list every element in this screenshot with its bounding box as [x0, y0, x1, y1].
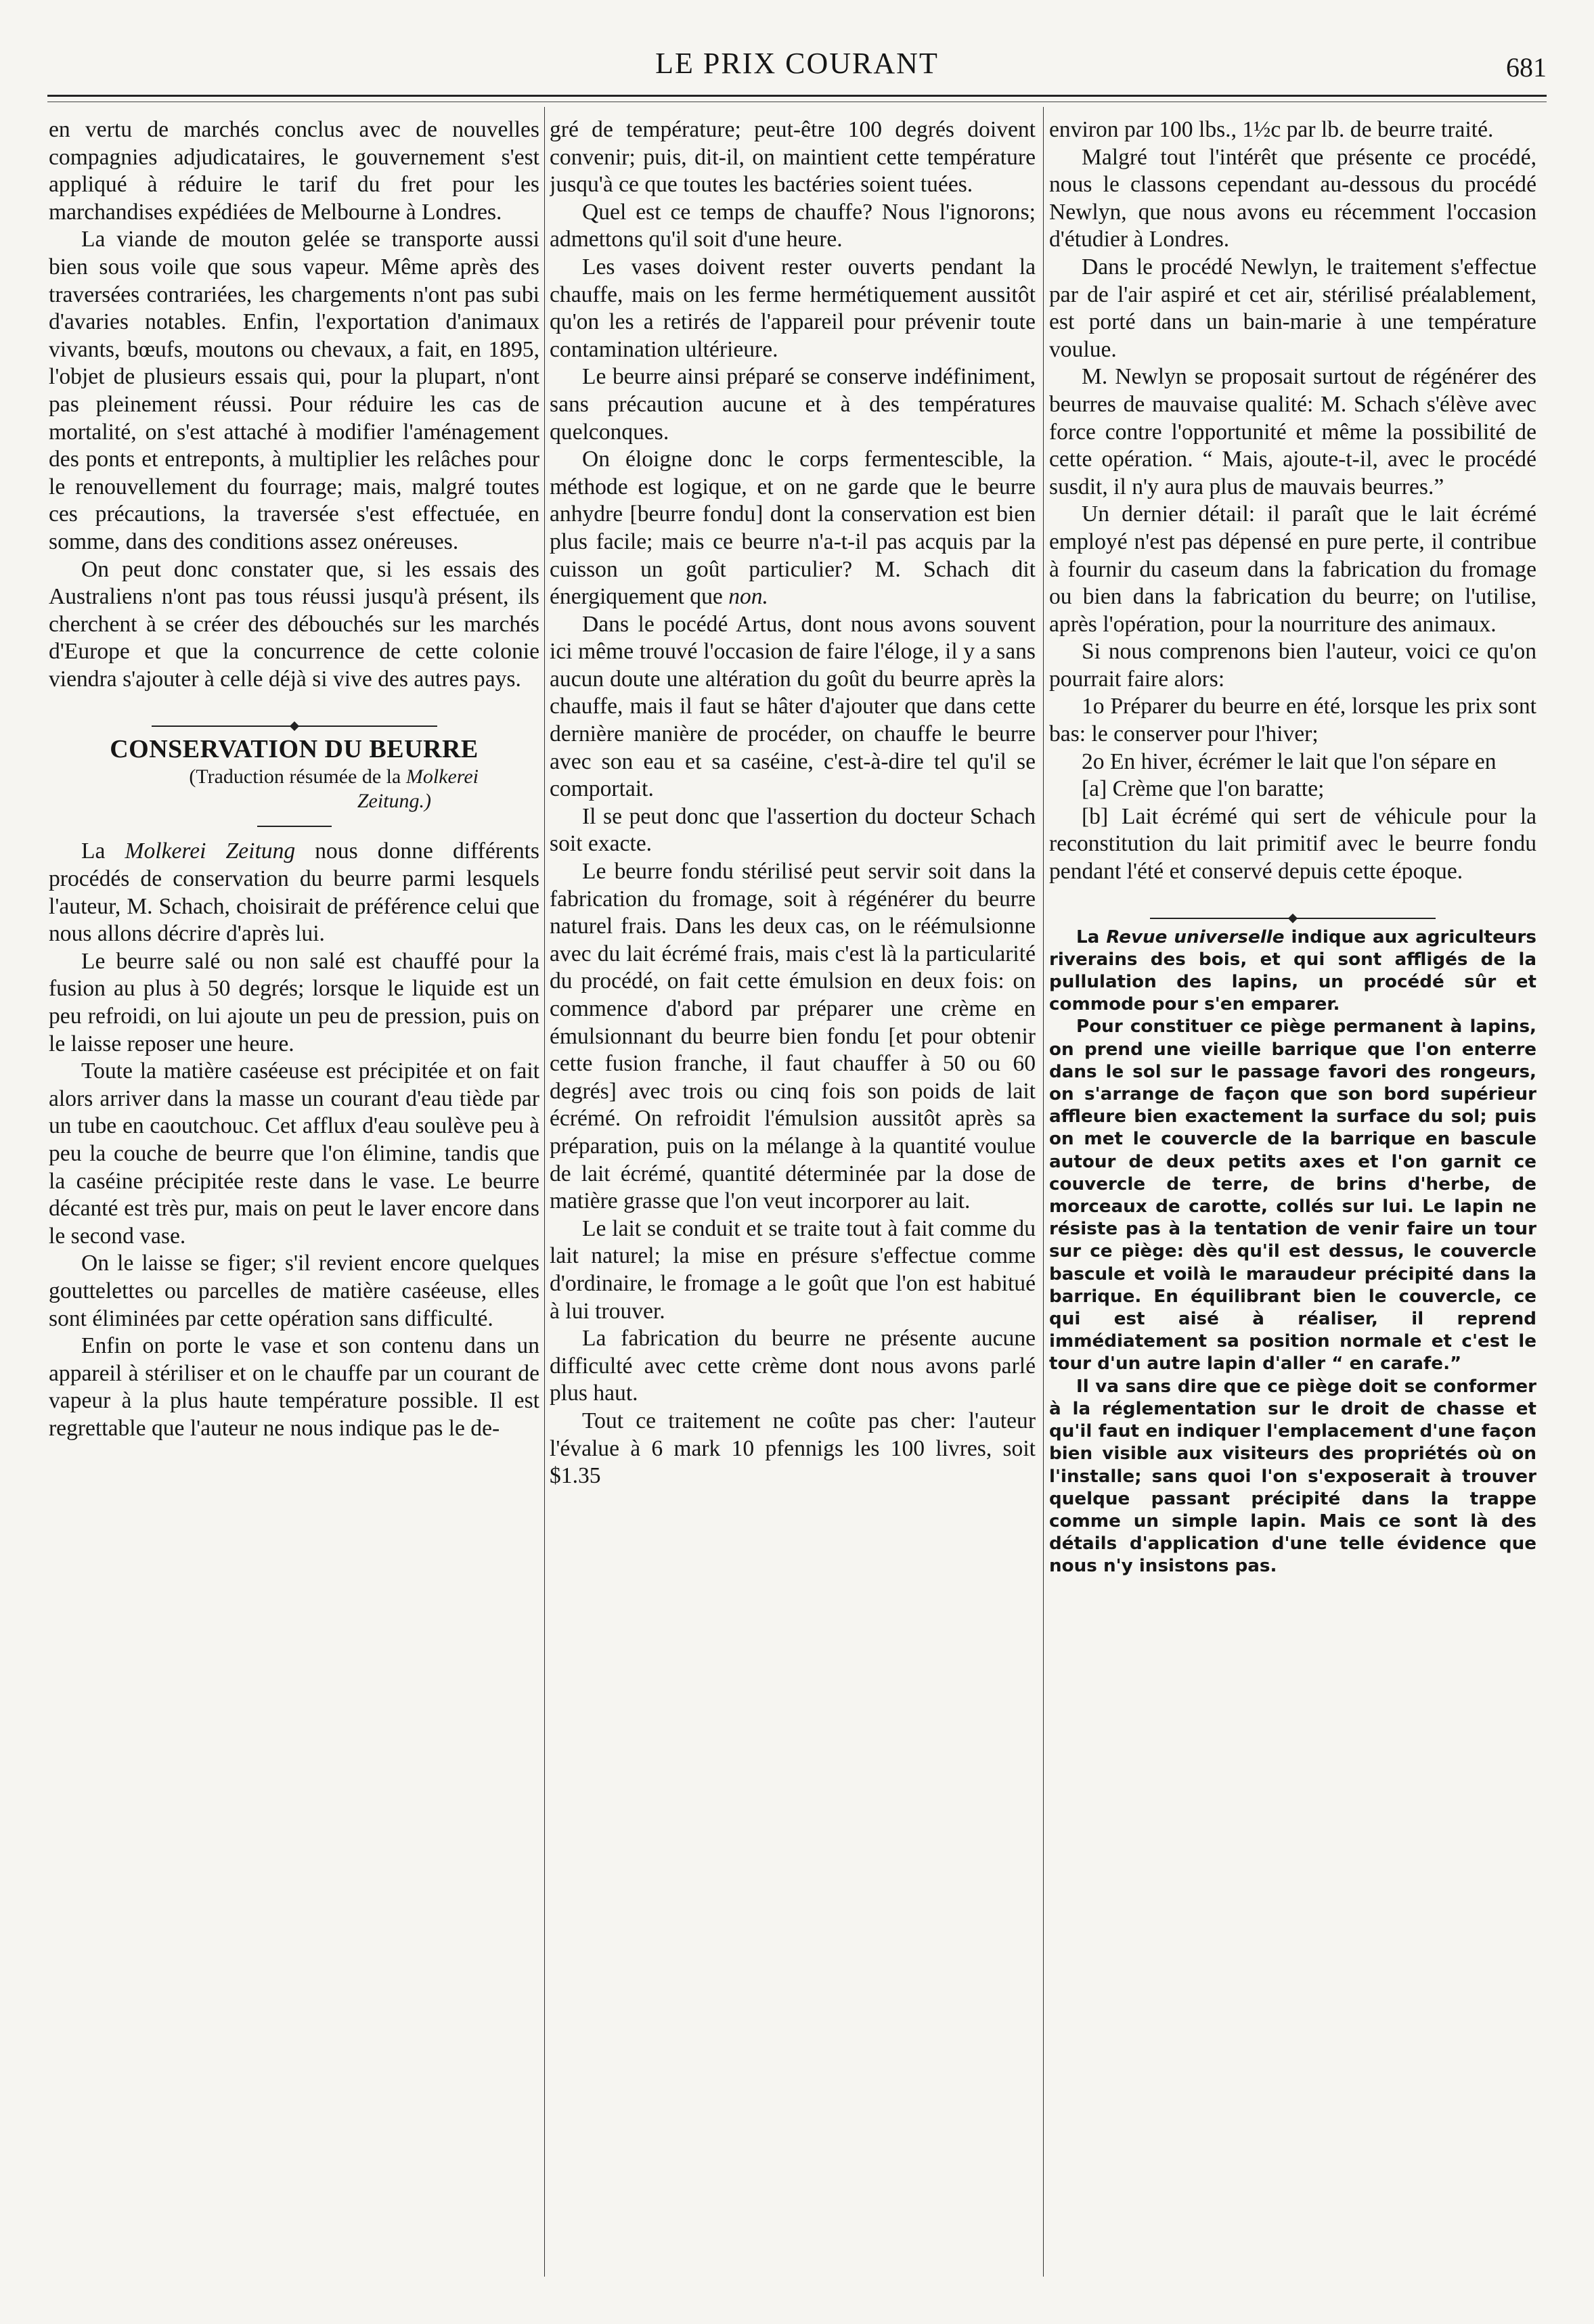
paragraph: La fabrication du beurre ne présente aucune difficulté avec cette crème dont nous avons parlé plus haut. [550, 1326, 1036, 1406]
paragraph: [a] Crème que l'on baratte; [1082, 776, 1325, 802]
column-3 [1049, 116, 1536, 2283]
text: indique aux agriculteurs riverains des bois, et qui sont affligés de la pullulation des lapins, un procédé sûr et commode pour s'en emparer. [1049, 926, 1536, 1015]
text: On éloigne donc le corps fermentescible, la méthode est logique, et on ne garde que le beurre anhydre [beurre fondu] dont la conservation est bien plus facile; mais ce beurre n'a-t-il pas acquis par la cuisson un goût particulier? M. Schach dit énergiquement que [550, 447, 1036, 610]
publication-title: LE PRIX COURANT [655, 47, 939, 80]
page-header [47, 42, 1547, 89]
section-subtitle [49, 765, 539, 789]
short-rule [257, 826, 332, 827]
paragraph: On peut donc constater que, si les essais des Australiens n'ont pas tous réussi jusqu'à présent, ils cherchent à se créer des débouchés sur les marchés d'Europe et que la concurrence de cette colonie viendra s'ajouter à celle déjà si vive des autres pays. [49, 556, 539, 692]
italic-text: Revue universelle [1106, 926, 1285, 947]
paragraph: Enfin on porte le vase et son contenu dans un appareil à stériliser et on le chauffe par un courant de vapeur à la plus haute température possible. Il est regrettable que l'auteur ne nous indique pas le de- [49, 1333, 539, 1441]
ornament-diamond [1288, 914, 1298, 923]
paragraph: On le laisse se figer; s'il revient encore quelques gouttelettes ou parcelles de matière caséeuse, elles sont éliminées par cette opération sans difficulté. [49, 1251, 539, 1331]
paragraph: Le beurre ainsi préparé se conserve indéfiniment, sans précaution aucune et à des températures quelconques. [550, 364, 1036, 445]
paragraph: 1o Préparer du beurre en été, lorsque les prix sont bas: le conserver pour l'hiver; [1049, 694, 1536, 747]
paragraph: en vertu de marchés conclus avec de nouvelles compagnies adjudicataires, le gouvernement s'est appliqué à réduire le tarif du fret pour les marchandises expédiées de Melbourne à Londres. [49, 117, 539, 225]
ornament-diamond [289, 721, 298, 731]
paragraph: environ par 100 lbs., 1½c par lb. de beurre traité. [1049, 117, 1494, 142]
ornament-line [295, 725, 437, 727]
italic-text: non. [728, 584, 768, 610]
section-ornament [1049, 903, 1536, 913]
paragraph: Quel est ce temps de chauffe? Nous l'ignorons; admettons qu'il soit d'une heure. [550, 199, 1036, 252]
ornament-line [152, 725, 294, 727]
paragraph: 2o En hiver, écrémer le lait que l'on sépare en [1082, 748, 1497, 774]
paragraph: Le lait se conduit et se traite tout à fait comme du lait naturel; la mise en présure s'effectue comme d'ordinaire, le fromage a le goût que l'on est habitué à lui trouver. [550, 1215, 1036, 1324]
paragraph: Il va sans dire que ce piège doit se conformer à la réglementation sur le droit de chasse et qu'il faut en indiquer l'emplacement d'une façon bien visible aux visiteurs des propriétés où on l'installe; sans quoi l'on s'exposerait à trouver quelque passant précipité dans la trappe comme un simple lapin. Mais ce sont là des détails d'application d'une telle évidence que nous n'y insistons pas. [1049, 1376, 1536, 1577]
paragraph: Tout ce traitement ne coûte pas cher: l'auteur l'évalue à 6 mark 10 pfennigs les 100 livres, soit $1.35 [550, 1408, 1036, 1489]
paragraph: Dans le pocédé Artus, dont nous avons souvent ici même trouvé l'occasion de faire l'éloge, il y a sans aucun doute une altération du goût du beurre après la chauffe, mais il faut se hâter d'ajouter que dans cette dernière manière de procéder, on chauffe le beurre avec son eau et sa caséine, c'est-à-dire tel qu'il se comportait. [550, 611, 1036, 802]
paragraph: Si nous comprenons bien l'auteur, voici ce qu'on pourrait faire alors: [1049, 639, 1536, 692]
section-subtitle-2: Zeitung.) [357, 790, 431, 813]
paragraph: Il se peut donc que l'assertion du docteur Schach soit exacte. [550, 803, 1036, 857]
paragraph: La viande de mouton gelée se transporte aussi bien sous voile que sous vapeur. Même après des traversées contrariées, les chargements n'ont pas subi d'avaries notables. Enfin, l'exportation d'animaux vivants, bœufs, moutons ou chevaux, a fait, en 1895, l'objet de plusieurs essais qui, pour la plupart, n'ont pas pleinement réussi. Pour réduire les cas de mortalité, on s'est attaché à modifier l'aménagement des ponts et entreponts, à multiplier les relâches pour le renouvellement du fourrage; mais, malgré toutes ces précautions, la traversée s'est effectuée, en somme, dans des conditions assez onéreuses. [49, 227, 539, 554]
paragraph: Dans le procédé Newlyn, le traitement s'effectue par de l'air aspiré et cet air, stérilisé préalablement, est porté dans un bain-marie à une température voulue. [1049, 254, 1536, 362]
paragraph: gré de température; peut-être 100 degrés doivent convenir; puis, dit-il, on maintient cette température jusqu'à ce que toutes les bactéries soient tuées. [550, 117, 1036, 198]
page-number: 681 [1506, 52, 1547, 83]
subtitle-italic: Molkerei [405, 765, 479, 788]
section-title: CONSERVATION DU BEURRE [110, 735, 479, 764]
ornament-line [1150, 918, 1292, 919]
section-ornament [49, 711, 539, 720]
paragraph: Le beurre salé ou non salé est chauffé pour la fusion au plus à 50 degrés; lorsque le liquide est un peu refroidi, on lui ajoute un peu de pression, puis on le laisse reposer une heure. [49, 948, 539, 1056]
paragraph: Pour constituer ce piège permanent à lapins, on prend une vieille barrique que l'on enterre dans le sol sur le passage favori des rongeurs, on s'arrange de façon que son bord supérieur affleure bien exactement la surface du sol; puis on met le couvercle de la barrique en bascule autour de deux petits axes et l'on garnit ce couvercle de terre, de brins d'herbe, de morceaux de carotte, collés sur lui. Le lapin ne résiste pas à la tentation de venir faire un tour sur ce piège: dès qu'il est dessus, le couvercle bascule et voilà le maraudeur précipité dans la barrique. En équilibrant bien le couvercle, ce qui est aisé à réaliser, il reprend immédiatement sa position normale et c'est le tour d'un autre lapin d'aller “ en carafe.” [1049, 1016, 1536, 1375]
ornament-line [1293, 918, 1436, 919]
paragraph: [b] Lait écrémé qui sert de véhicule pour la reconstitution du lait primitif avec le beurre fondu pendant l'été et conservé depuis cette époque. [1049, 803, 1536, 885]
paragraph [49, 838, 539, 947]
paragraph [550, 446, 1036, 611]
column-1 [49, 116, 539, 2283]
header-rule [47, 95, 1547, 97]
column-2 [550, 116, 1036, 2283]
paragraph: Le beurre fondu stérilisé peut servir soit dans la fabrication du fromage, soit à régénérer du beurre naturel frais. Dans les deux cas, on le réémulsionne avec du lait écrémé frais, mais c'est là la particularité du procédé, on fait cette émulsion en deux fois: on commence d'abord par préparer une crème en émulsionnant du beurre bien fondu [et pour obtenir cette fusion franche, il faut chauffer à 50 ou 60 degrés] avec trois ou cinq fois son poids de lait écrémé. On refroidit l'émulsion aussitôt après sa préparation, puis on la mélange à la quantité voulue de lait écrémé, quantité déterminée par la dose de matière grasse que l'on veut incorporer au lait. [550, 859, 1036, 1214]
rabbit-trap-article [1049, 926, 1536, 1578]
subtitle-text: (Traduction résumée de la [189, 765, 406, 788]
text: La [81, 839, 125, 864]
paragraph: Un dernier détail: il paraît que le lait écrémé employé n'est pas dépensé en pure perte, il contribue à fournir du caseum dans la fabrication du fromage ou bien dans la fabrication du beurre; on l'utilise, après l'opération, pour la nourriture des animaux. [1049, 501, 1536, 637]
italic-text: Molkerei Zeitung [125, 839, 296, 864]
column-divider-2 [1043, 107, 1044, 2277]
column-divider-1 [544, 107, 545, 2277]
text: La [1076, 926, 1107, 947]
paragraph: Les vases doivent rester ouverts pendant la chauffe, mais on les ferme hermétiquement aussitôt qu'on les a retirés de l'appareil pour prévenir toute contamination ultérieure. [550, 254, 1036, 362]
paragraph: M. Newlyn se proposait surtout de régénérer des beurres de mauvaise qualité: M. Schach s'élève avec force contre l'opportunité et même la possibilité de cette opération. “ Mais, ajoute-t-il, avec le procédé susdit, il n'y aura plus de mauvais beurres.” [1049, 364, 1536, 499]
paragraph: Malgré tout l'intérêt que présente ce procédé, nous le classons cependant au-dessous du procédé Newlyn, que nous avons eu récemment l'occasion d'étudier à Londres. [1049, 144, 1536, 252]
paragraph [1049, 926, 1536, 1016]
paragraph: Toute la matière caséeuse est précipitée et on fait alors arriver dans la masse un courant d'eau tiède par un tube en caoutchouc. Cet afflux d'eau soulève peu à peu la couche de beurre que l'on élimine, tandis que la caséine précipitée reste dans le vase. Le beurre décanté est très pur, mais on peut le laver encore dans le second vase. [49, 1058, 539, 1249]
text: nous donne différents procédés de conservation du beurre parmi lesquels l'auteur, M. Schach, choisirait de préférence celui que nous allons décrire d'après lui. [49, 839, 539, 947]
